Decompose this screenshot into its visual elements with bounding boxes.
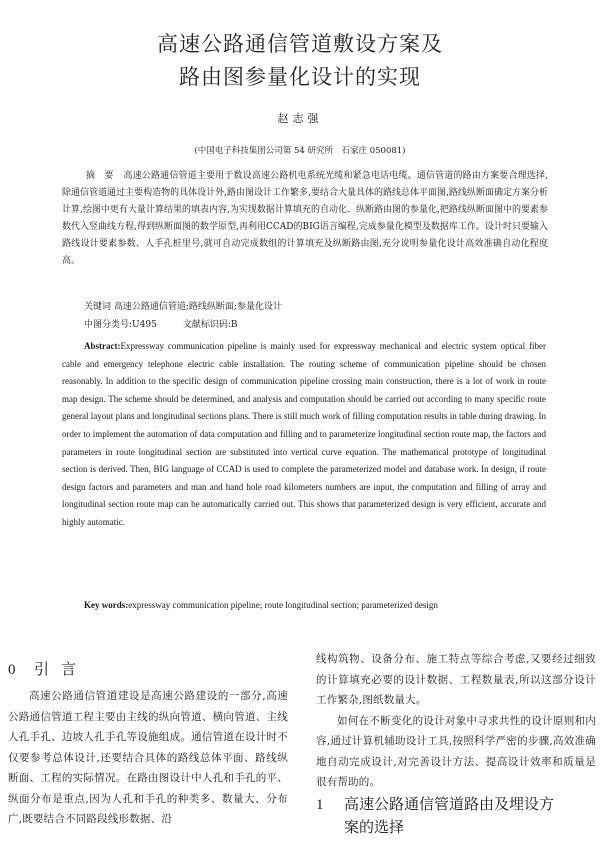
paper-title-line-1: 高速公路通信管道敷设方案及 bbox=[157, 32, 443, 56]
keywords-english bbox=[62, 597, 546, 613]
keywords-english-label: Key words: bbox=[84, 600, 129, 610]
paper-title-line-2: 路由图参量化设计的实现 bbox=[179, 65, 421, 89]
keywords-chinese-text: 高速公路通信管道;路线纵断面;参量化设计 bbox=[113, 302, 282, 312]
section-0-number: 0 bbox=[8, 662, 16, 678]
keywords-chinese bbox=[84, 300, 282, 314]
affiliation: (中国电子科技集团公司第 54 研究所 石家庄 050081) bbox=[194, 146, 406, 156]
abstract-chinese bbox=[62, 168, 548, 270]
abstract-english bbox=[62, 338, 546, 532]
left-column bbox=[8, 686, 288, 830]
right-column-paragraph-2: 如何在不断变化的设计对象中寻求共性的设计原则和内容,通过计算机辅助设计工具,按照科学严密的步骤,高效准确地自动完成设计,对完善设计方法、提高设计效率和质量是很有帮助的。 bbox=[316, 714, 596, 788]
doc-code-label: 文献标识码: bbox=[182, 320, 231, 330]
abstract-english-label: Abstract: bbox=[84, 341, 121, 351]
doc-code-value: B bbox=[230, 320, 238, 330]
abstract-english-text: Expressway communication pipeline is mainly used for expressway mechanical and electric system optical fiber cable and emergency telephone electric cable installation. The routing scheme of communication pipeline should be chosen reasonably. In addition to the specific design of communication pipeline crossing main construction, there is a lot of work in route map design. The scheme should be determined, and analysis and computation should be carried out according to many specific route general layout plans and longitudinal sections plans. There is still much work of filling computation results in table during drawing. In order to implement the automation of data computation and filling and to parameterize longitudinal section route map, the factors and parameters in route longitudinal section are substituted into vertical curve equation. The mathematical prototype of longitudinal section is derived. Then, BIG language of CCAD is used to complete the parameterized model and database work. In design, if route design factors and parameters and man and hand hole road kilometers numbers are input, the computation and filling of array and longitudinal section route map can be automatically carried out. This shows that parameterized design is very efficient, accurate and highly automatic. bbox=[62, 341, 546, 527]
section-0-title: 引言 bbox=[34, 660, 89, 678]
section-1-number: 1 bbox=[316, 797, 324, 813]
section-1-heading bbox=[316, 793, 596, 838]
abstract-chinese-text: 高速公路通信管道主要用于数设高速公路机电系统光缆和紧急电话电缆。通信管道的路由方案要合理选择,除通信管道通过主要构造物的具体设计外,路由图设计工作繁多,要结合大量具体的路线总体平面图,路线纵断面确定方案分析计算,绘图中更有大量计算结果的填表内容,为实现数据计算填充的自动化、纵断路由图的参量化,把路线纵断面图中的要素参数代入竖曲线方程,得到纵断面图的数学原型,再利用CCAD的BIG语言编程,完成参量化模型及数据库工作。设计时只要输入路线设计要素参数、人手孔桩里号,就可自动完成数组的计算填充及纵断路由图,充分说明参量化设计高效准确自动化程度高。 bbox=[62, 171, 548, 266]
keywords-english-text: expressway communication pipeline; route longitudinal section; parameterized design bbox=[128, 600, 438, 610]
section-1-title-line-1: 高速公路通信管道路由及埋设方 bbox=[344, 795, 555, 813]
clc-value: U495 bbox=[132, 320, 157, 330]
paper-title bbox=[0, 28, 600, 94]
clc-label: 中图分类号: bbox=[84, 320, 133, 330]
section-0-paragraph: 高速公路通信管道建设是高速公路建设的一部分,高速公路通信管道工程主要由主线的纵向管道、横向管道、主线人孔手孔、边坡人孔手孔等设施组成。通信管道在设计时不仅要参考总体设计,还要结合具体的路线总体平面、路线纵断面、工程的实际情况。在路由图设计中人孔和手孔的平、纵面分布是重点,因为人孔和手孔的种类多、数量大、分布广,既要结合不同路段线形数据、沿 bbox=[8, 690, 288, 825]
right-column bbox=[316, 649, 596, 793]
section-0-heading bbox=[8, 658, 88, 679]
section-1-title-line-2: 案的选择 bbox=[344, 818, 405, 836]
classification-line bbox=[84, 318, 237, 332]
author-name: 赵志强 bbox=[277, 112, 323, 125]
abstract-chinese-label: 摘 要 bbox=[86, 171, 114, 181]
right-column-paragraph-1: 线构筑物、设备分布、施工特点等综合考虑,又要经过细致的计算填充必要的设计数据、工程数量表,所以这部分设计工作繁杂,图纸数量大。 bbox=[316, 653, 596, 706]
keywords-chinese-label: 关键词 bbox=[84, 302, 112, 312]
